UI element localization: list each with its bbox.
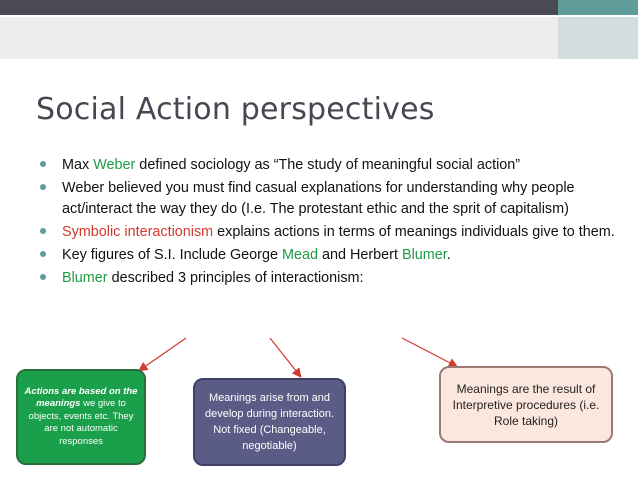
bullet-dot-icon	[40, 274, 46, 280]
header-band-dark	[0, 0, 558, 15]
header-band-light	[0, 17, 638, 59]
principle-1-text: we give to objects, events etc. They are not automatic responses	[28, 398, 134, 447]
header-band-square	[558, 17, 638, 59]
bullet-list	[36, 155, 626, 291]
bullet-item	[36, 178, 626, 220]
bullet-text-part: defined sociology as “The study of meaningful social action”	[135, 157, 521, 173]
header-band-teal	[558, 0, 638, 15]
arrow-to-principle-2	[270, 338, 300, 376]
bullet-text-part: Symbolic interactionism	[62, 224, 214, 240]
bullet-text-part: .	[446, 247, 451, 263]
principle-box-3	[439, 366, 613, 443]
bullet-text-part: and Herbert	[317, 247, 402, 263]
bullet-item	[36, 268, 626, 289]
principle-3-text: Meanings are the result of Interpretive procedures (i.e. Role taking)	[452, 381, 600, 428]
bullet-dot-icon	[40, 184, 46, 190]
principle-2-text: Meanings arise from and develop during interaction. Not fixed (Changeable, negotiable)	[204, 392, 335, 452]
bullet-text-part: Blumer	[401, 247, 447, 263]
arrow-to-principle-3	[402, 338, 456, 366]
bullet-text-part: described 3 principles of interactionism:	[107, 270, 364, 286]
bullet-text-part: Weber believed you must find casual explanations for understanding why people act/interact the way they do (I.e. The protestant ethic and the sprit of capitalism)	[62, 180, 575, 217]
principle-box-1	[16, 369, 146, 465]
bullet-item	[36, 155, 626, 176]
bullet-text-part: Key figures of S.I. Include George	[62, 247, 282, 263]
bullet-text-part: Mead	[281, 247, 318, 263]
bullet-item	[36, 245, 626, 266]
bullet-text-part: Weber	[93, 157, 136, 173]
bullet-text-part: Blumer	[62, 270, 108, 286]
principle-box-2	[193, 378, 346, 466]
bullet-text-part: Max	[62, 157, 94, 173]
principle-1-emphasis: Actions are based on the meanings	[24, 385, 138, 410]
slide-title: Social Action perspectives	[36, 92, 435, 127]
arrow-to-principle-1	[140, 338, 186, 370]
bullet-item	[36, 222, 626, 243]
bullet-dot-icon	[40, 161, 46, 167]
bullet-dot-icon	[40, 228, 46, 234]
bullet-dot-icon	[40, 251, 46, 257]
bullet-text-part: explains actions in terms of meanings individuals give to them.	[213, 224, 615, 240]
